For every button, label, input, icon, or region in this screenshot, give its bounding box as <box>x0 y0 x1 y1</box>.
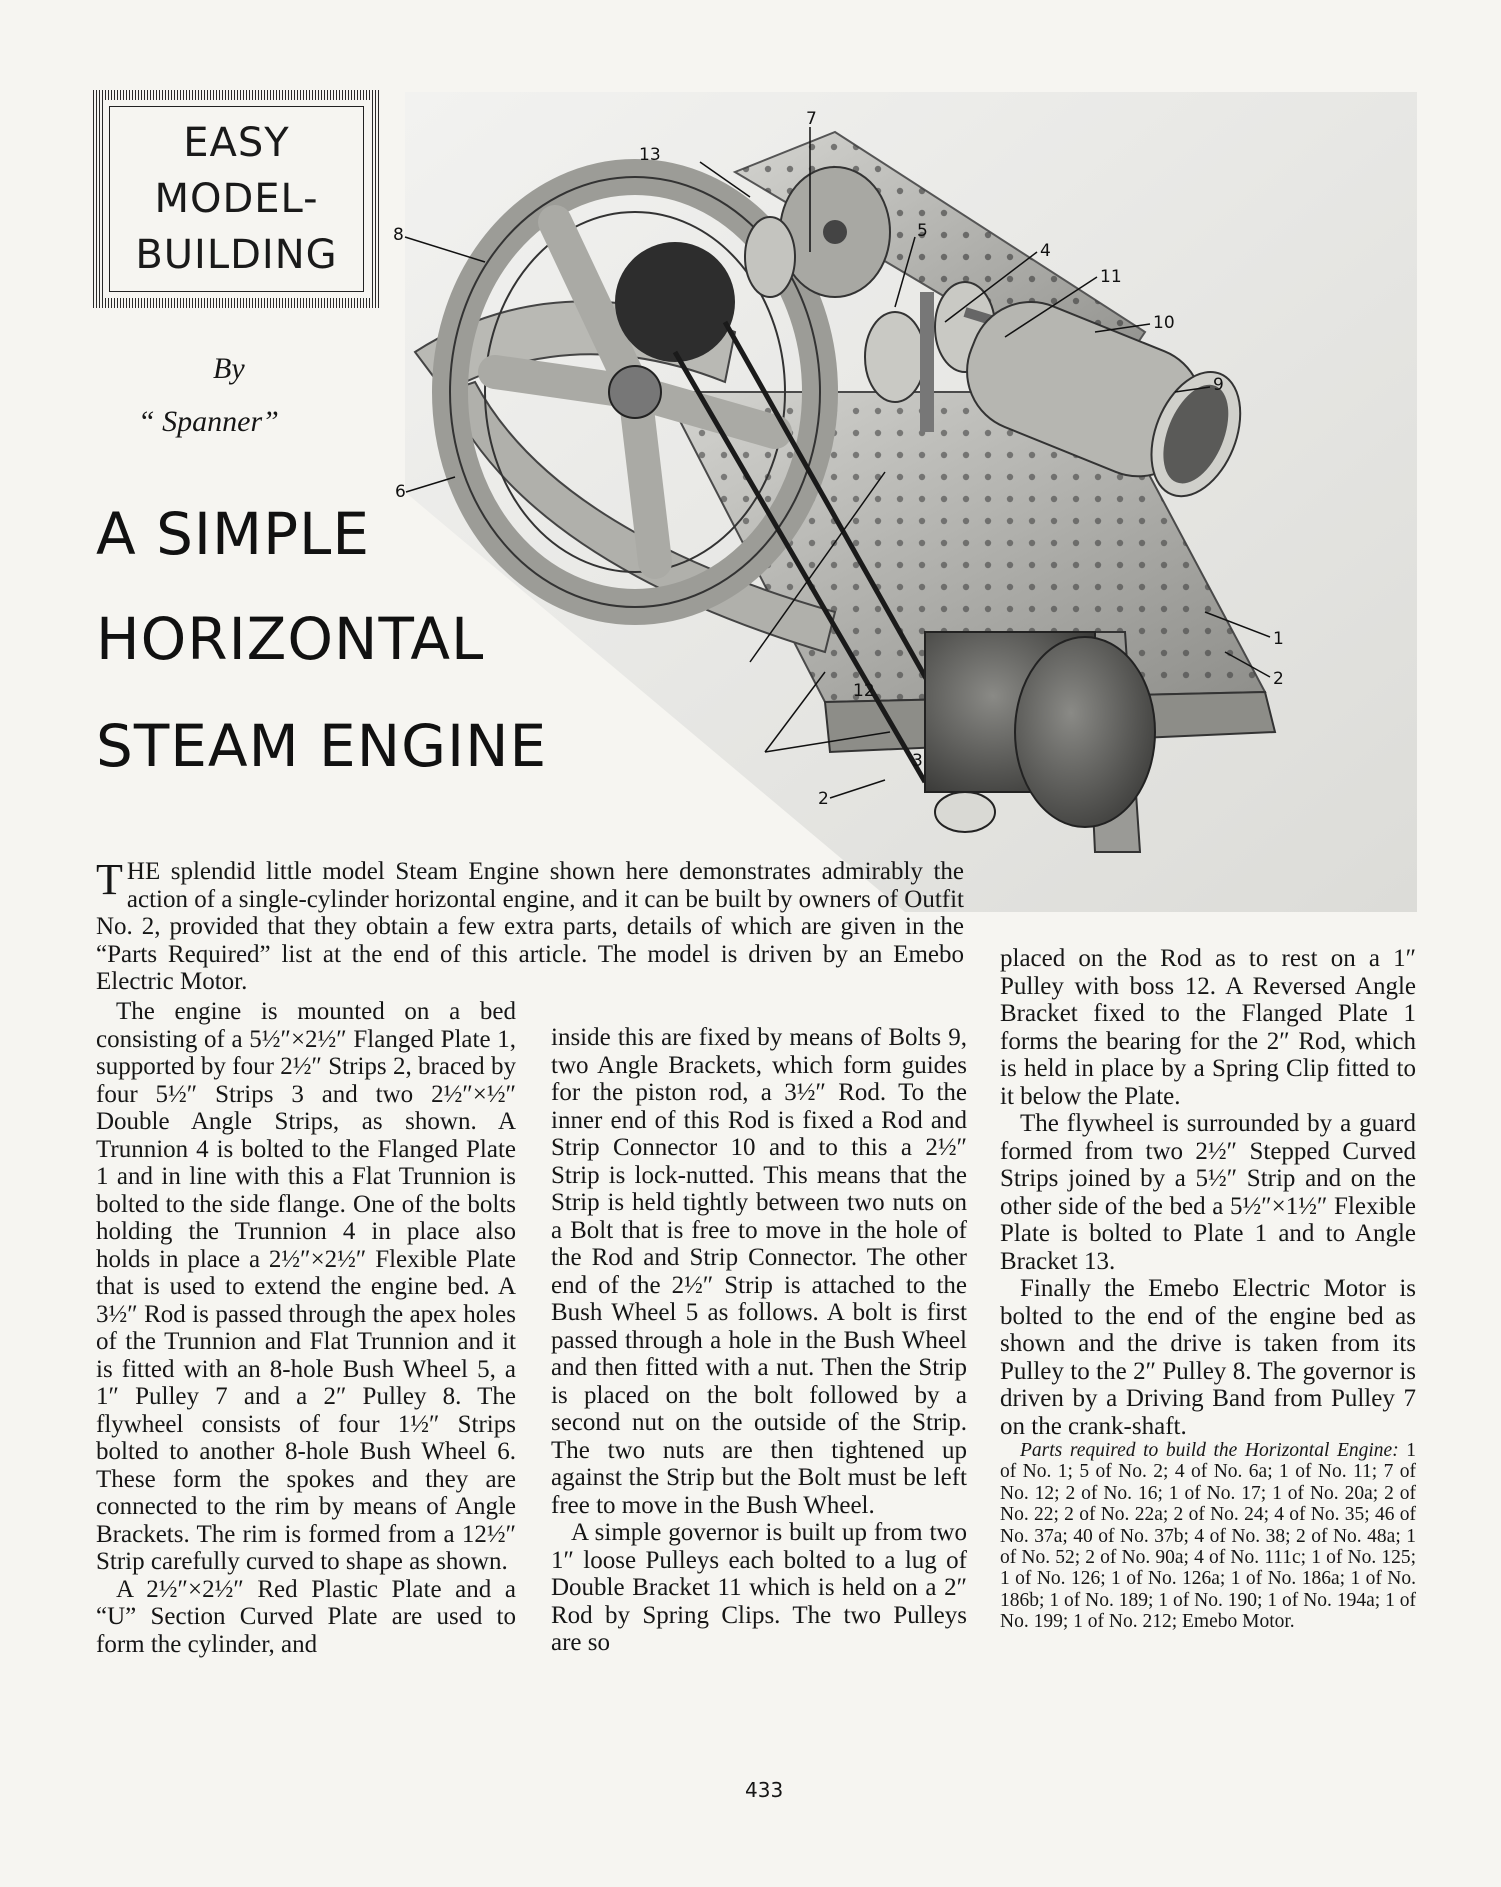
photo-callout-5: 5 <box>917 221 928 241</box>
page-number: 433 <box>745 1778 784 1802</box>
header-line-1: EASY <box>183 120 290 166</box>
photo-callout-2: 2 <box>1273 669 1284 689</box>
photo-callout-3: 3 <box>912 751 923 771</box>
byline-by: By <box>213 352 245 385</box>
column-right-paragraph-1: placed on the Rod as to rest on a 1″ Pulley with boss 12. A Reversed Angle Bracket fixed to the Flanged Plate 1 forms the bearing for the 2″ Rod, which is held in place by a Spring Clip fitted to it below the Plate. <box>1000 945 1416 1110</box>
photo-callout-4: 4 <box>1040 241 1051 261</box>
header-line-3: BUILDING <box>135 232 338 278</box>
photo-callout-12: 12 <box>853 681 875 701</box>
article-title-line-1: A SIMPLE <box>96 500 371 568</box>
photo-callout-2b: 2 <box>818 789 829 809</box>
column-right-paragraph-2: The flywheel is surrounded by a guard formed from two 2½″ Stepped Curved Strips joined by a 5½″ Strip and on the other side of the bed a 5½″×1½″ Flexible Plate is bolted to Plate 1 and to Angle Bracket 13. <box>1000 1110 1416 1275</box>
byline-author: “ Spanner” <box>138 405 279 438</box>
section-header-box <box>93 90 380 308</box>
photo-callout-7: 7 <box>806 109 817 129</box>
photo-callout-6: 6 <box>395 482 406 502</box>
column-left-paragraph-1: The engine is mounted on a bed consisting of a 5½″×2½″ Flanged Plate 1, supported by four 2½″ Strips 2, braced by four 5½″ Strips 3 and two 2½″×½″ Double Angle Strips, as shown. A Trunnion 4 is bolted to the Flanged Plate 1 and in line with this a Flat Trunnion is bolted to the side flange. One of the bolts holding the Trunnion 4 in place also holds in place a 2½″×2½″ Flexible Plate that is used to extend the engine bed. A 3½″ Rod is passed through the apex holes of the Trunnion and Flat Trunnion and it is fitted with an 8-hole Bush Wheel 5, a 1″ Pulley 7 and a 2″ Pulley 8. The flywheel consists of four 1½″ Strips bolted to another 8-hole Bush Wheel 6. These form the spokes and they are connected to the rim by means of Angle Brackets. The rim is formed from a 12½″ Strip carefully curved to shape as shown. <box>96 998 516 1575</box>
photo-callout-8: 8 <box>393 225 404 245</box>
photo-callout-1: 1 <box>1273 629 1284 649</box>
column-right-paragraph-3: Finally the Emebo Electric Motor is bolted to the end of the engine bed as shown and the drive is taken from its Pulley to the 2″ Pulley 8. The governor is driven by a Driving Band from Pulley 7 on the crank-shaft. <box>1000 1275 1416 1440</box>
column-middle-paragraph-1: inside this are fixed by means of Bolts 9, two Angle Brackets, which form guides for the piston rod, a 3½″ Rod. To the inner end of this Rod is fixed a Rod and Strip Connector 10 and to this a 2½″ Strip is lock-nutted. This means that the Strip is held tightly between two nuts on a Bolt that is free to move in the hole of the Rod and Strip Connector. The other end of the 2½″ Strip is attached to the Bush Wheel 5 as follows. A bolt is first passed through a hole in the Bush Wheel and then fitted with a nut. Then the Strip is placed on the bolt followed by a second nut on the outside of the Strip. The two nuts are then tightened up against the Strip but the Bolt must be left free to move in the Bush Wheel. <box>551 1024 967 1519</box>
steam-engine-photo <box>393 92 1417 912</box>
photo-callout-13: 13 <box>639 145 661 165</box>
column-right <box>1000 945 1416 1633</box>
drop-cap: T <box>96 855 123 904</box>
column-left-paragraph-2: A 2½″×2½″ Red Plastic Plate and a “U” Section Curved Plate are used to form the cylinder, and <box>96 1575 516 1658</box>
intro-paragraph <box>96 855 964 996</box>
parts-required-list <box>1000 1440 1416 1633</box>
parts-required-items: 1 of No. 1; 5 of No. 2; 4 of No. 6a; 1 of No. 11; 7 of No. 12; 2 of No. 16; 1 of No. 17; 1 of No. 20a; 2 of No. 22; 2 of No. 22a; 2 of No. 24; 4 of No. 35; 46 of No. 37a; 40 of No. 37b; 4 of No. 38; 2 of No. 48a; 1 of No. 52; 2 of No. 90a; 4 of No. 111c; 1 of No. 125; 1 of No. 126; 1 of No. 126a; 1 of No. 186a; 1 of No. 186b; 1 of No. 189; 1 of No. 190; 1 of No. 194a; 1 of No. 199; 1 of No. 212; Emebo Motor. <box>1000 1440 1417 1633</box>
photo-callout-11: 11 <box>1100 267 1122 287</box>
column-middle <box>551 1024 967 1657</box>
photo-callout-10: 10 <box>1153 313 1175 333</box>
article-title-line-2: HORIZONTAL <box>96 605 485 673</box>
column-middle-paragraph-2: A simple governor is built up from two 1″ loose Pulleys each bolted to a lug of Double Bracket 11 which is held on a 2″ Rod by Spring Clips. The two Pulleys are so <box>551 1519 967 1656</box>
header-line-2: MODEL- <box>154 176 319 222</box>
intro-text: HE splendid little model Steam Engine shown here demonstrates admirably the action of a single-cylinder horizontal engine, and it can be built by owners of Outfit No. 2, provided that they obtain a few extra parts, details of which are given in the “Parts Required” list at the end of this article. The model is driven by an Emebo Electric Motor. <box>96 858 964 995</box>
photo-callout-9: 9 <box>1213 375 1224 395</box>
article-title-line-3: STEAM ENGINE <box>96 712 548 780</box>
column-left <box>96 998 516 1658</box>
parts-required-heading: Parts required to build the Horizontal Engine: <box>1020 1440 1399 1461</box>
